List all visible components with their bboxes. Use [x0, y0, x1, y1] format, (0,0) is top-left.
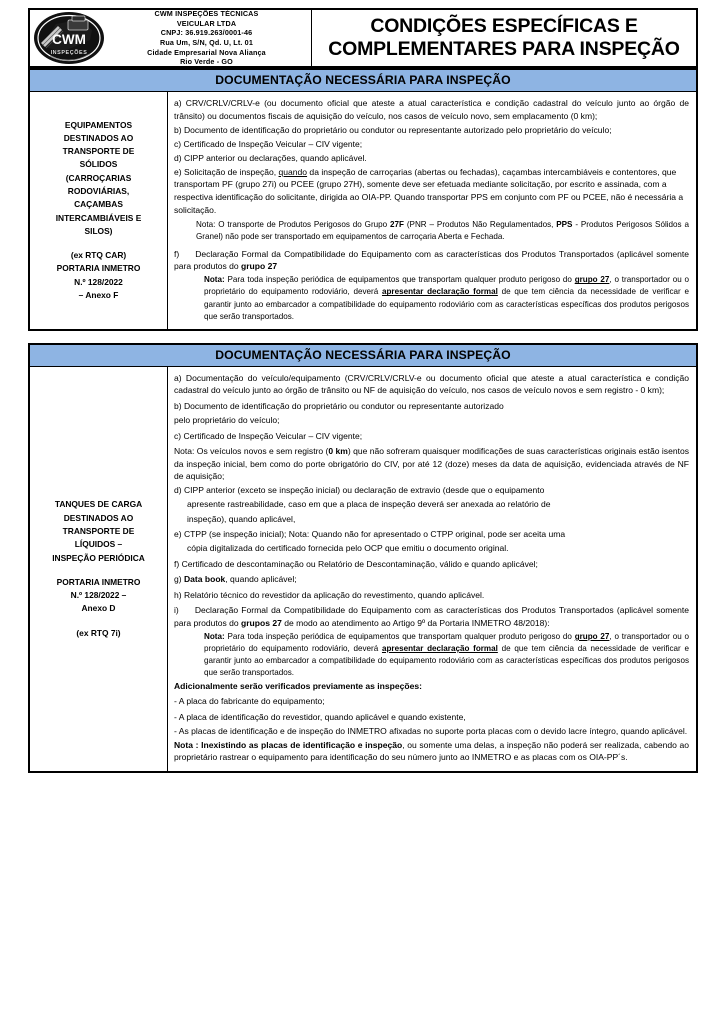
note-bold-underline-declaracao: apresentar declaração formal [381, 287, 498, 297]
item-d: d) CIPP anterior ou declarações, quando aplicável. [174, 152, 367, 163]
section-solidos-table [28, 68, 698, 331]
note-bold-0km: 0 km [328, 446, 348, 457]
note-text: Nota: O transporte de Produtos Perigosos do Grupo [196, 220, 391, 230]
category-title-line: TRANSPORTE DE [62, 146, 135, 157]
item-g-prefix: g) [174, 574, 184, 585]
company-name-line1: CWM INSPEÇÕES TÉCNICAS [154, 9, 259, 19]
category-title [56, 119, 142, 239]
item-e-post: da inspeção de carroçarias (abertas ou fechadas), caçambas intercambiáveis e contentores, que transportam PF (grupo 27i) ou PCEE (grupo 27H), somente deve ser efetuada mediante solicitação, por escrito e assinada, com a respectiva identificação do solicitante, dirigida ao OIA-PP. Quando transportar PPS em conjunto com PF ou PCEE, não é necessária a solicitação. [174, 166, 684, 215]
category-title-line: SILOS) [84, 225, 113, 236]
item-f [174, 248, 689, 273]
header-company-block [30, 10, 312, 66]
final-note-text: , ou somente uma delas, a inspeção não poderá ser realizada, cabendo ao proprietário rastrear o equipamento para identificação do seu número junto ao INMETRO e as placas com os OIA-PP´s. [174, 739, 689, 763]
item-f: f) Certificado de descontaminação ou Relatório de Descontaminação, válido e quando aplicável; [174, 558, 538, 569]
category-ref-line: – Anexo F [78, 289, 119, 300]
note-label: Nota: [204, 632, 225, 641]
category-title-line: (CARROÇARIAS [65, 172, 132, 183]
category-title-line: CAÇAMBAS [74, 199, 123, 210]
item-d-line1: d) CIPP anterior (exceto se inspeção inicial) ou declaração de extravio (desde que o equipamento [174, 485, 545, 496]
section-solidos-band: DOCUMENTAÇÃO NECESSÁRIA PARA INSPEÇÃO [30, 68, 696, 92]
note-text: Para toda inspeção periódica de equipamentos que transportam qualquer produto perigoso do [224, 275, 575, 285]
section-tanques-table [28, 343, 698, 774]
item-a: a) CRV/CRLV/CRLV-e (ou documento oficial que ateste a atual característica e condição cadastral do veículo junto ao órgão de trânsito) ou documentos fiscais de aquisição do veículo, nos casos de veículo novo, sem emplacamento (0 km); [174, 98, 689, 121]
company-name-line2: VEICULAR LTDA [176, 18, 237, 28]
company-address-district: Cidade Empresarial Nova Aliança [147, 47, 266, 57]
note-text: Nota: Os veículos novos e sem registro ( [174, 446, 329, 457]
logo-sub-text: INSPEÇÕES [50, 50, 88, 56]
note-grupo-27f [174, 219, 689, 243]
item-g-bold: Data book [183, 574, 226, 585]
final-note-bold: Nota : Inexistindo as placas de identificação e inspeção [174, 739, 403, 750]
item-c: c) Certificado de Inspeção Veicular – CIV vigente; [174, 138, 363, 149]
category-ref-line: PORTARIA INMETRO [56, 576, 141, 587]
item-f-bold: grupo 27 [241, 261, 278, 272]
item-b-line1: b) Documento de identificação do proprietário ou condutor ou representante autorizado [174, 401, 504, 411]
item-f-text: f) Declaração Formal da Compatibilidade do Equipamento com as características dos Produtos Transportados (aplicável somente para produtos do [174, 248, 689, 272]
final-note [174, 739, 689, 764]
document-title-block [312, 10, 696, 66]
category-title-line: INSPEÇÃO PERIÓDICA [52, 552, 145, 563]
category-title-line: LÍQUIDOS – [74, 539, 123, 550]
category-ref-line: N.º 128/2022 – [70, 590, 127, 601]
item-c: c) Certificado de Inspeção Veicular – CIV vigente; [174, 430, 363, 441]
category-ref-line: (ex RTQ CAR) [70, 250, 127, 261]
category-title-line: TRANSPORTE DE [62, 525, 135, 536]
note-declaracao-formal [174, 274, 689, 323]
category-title-line: TANQUES DE CARGA [54, 499, 143, 510]
page-title-line1: CONDIÇÕES ESPECÍFICAS E [370, 14, 638, 37]
note-bold-underline-grupo27: grupo 27 [574, 632, 610, 641]
cwm-logo-icon [32, 10, 106, 66]
item-e-line1: e) CTPP (se inspeção inicial); Nota: Quando não for apresentado o CTPP original, pode ser aceita uma [174, 529, 566, 540]
additional-item-1: - A placa do fabricante do equipamento; [174, 696, 325, 707]
category-reference [57, 249, 141, 302]
section-solidos-row [30, 92, 696, 329]
category-title-line: RODOVIÁRIAS, [67, 186, 130, 197]
category-title [52, 498, 145, 564]
company-address-street: Rua Um, S/N, Qd. U, Lt. 01 [160, 38, 253, 47]
section-solidos-category-cell [30, 92, 168, 329]
additional-item-3: - As placas de identificação e de inspeção do INMETRO afixadas no suporte porta placas com o devido lacre íntegro, quando aplicável. [174, 725, 688, 736]
note-bold-underline-declaracao: apresentar declaração formal [381, 644, 498, 654]
note-text: de que tem ciência da necessidade de verificar e garantir junto ao embarcador a compatibilidade do equipamento rodoviário com as características específicas dos produtos perigosos que serão transportados. [204, 644, 689, 678]
page-title [328, 15, 680, 62]
item-i-text: de modo ao atendimento ao Artigo 9º da Portaria INMETRO 48/2018): [281, 617, 550, 628]
company-info [106, 9, 311, 67]
note-bold-pps: PPS [556, 220, 573, 230]
category-title-line: DESTINADOS AO [63, 512, 134, 523]
section-tanques-band: DOCUMENTAÇÃO NECESSÁRIA PARA INSPEÇÃO [30, 343, 696, 367]
section-tanques-category-cell [30, 367, 168, 772]
document-header [28, 8, 698, 68]
item-e-line2: cópia digitalizada do certificado fornecida pelo OCP que emitiu o documento original. [187, 543, 509, 554]
category-title-line: DESTINADOS AO [63, 132, 134, 143]
category-ref-line: N.º 128/2022 [74, 276, 123, 287]
section-solidos-content-cell [168, 92, 696, 329]
item-i [174, 604, 689, 629]
section-tanques-row [30, 367, 696, 772]
additional-item-2: - A placa de identificação do revestidor, quando aplicável e quando existente, [174, 711, 466, 722]
note-text: Para toda inspeção periódica de equipamentos que transportam qualquer produto perigoso do [224, 632, 575, 641]
item-i-text: i) Declaração Formal da Compatibilidade do Equipamento com as características dos Produtos Transportados (aplicável somente para produtos do [174, 605, 689, 628]
company-address-city: Rio Verde - GO [180, 57, 233, 67]
item-b-line2: pelo proprietário do veículo; [174, 415, 280, 426]
item-d-line3: inspeção), quando aplicável, [187, 513, 296, 524]
page-title-line2: COMPLEMENTARES PARA INSPEÇÃO [328, 38, 680, 60]
category-title-line: INTERCAMBIÁVEIS E [55, 212, 142, 223]
item-g [174, 573, 689, 586]
note-text: , o transportador ou o proprietário do equipamento rodoviário, deverá [204, 632, 690, 654]
item-e-pre: e) Solicitação de inspeção, [174, 166, 279, 177]
note-text: (PNR – Produtos Não Regulamentados, [403, 220, 557, 230]
category-title-line: EQUIPAMENTOS [64, 119, 133, 130]
note-text: ) que não sofreram quaisquer modificações de suas características originais estão isentos da inspeção inicial, bem como do porte obrigatório do CIV, por até 12 (doze) meses da data de aquisição, evidenciada através de NF de aquisição; [174, 446, 689, 482]
section-tanques-content-cell [168, 367, 696, 772]
section-divider [28, 331, 698, 343]
note-text: , o transportador ou o proprietário do equipamento rodoviário, deverá [204, 275, 690, 297]
item-a: a) Documentação do veículo/equipamento (CRV/CRLV/CRLV-e ou documento oficial que ateste a atual característica e condição cadastral do veículo junto ao órgão de trânsito ou NF de aquisição do veículo, nos casos de veículo novos e sem registro - 0 km); [174, 372, 689, 396]
item-g-suffix: , quando aplicável; [225, 574, 297, 585]
item-d-line2: apresente rastreabilidade, caso em que a placa de inspeção deverá ser anexada ao relatório de [187, 499, 551, 510]
note-bold-underline-grupo27: grupo 27 [574, 275, 610, 285]
note-label: Nota: [204, 275, 225, 285]
category-ref-line: Anexo D [81, 603, 116, 614]
item-i-bold: grupos 27 [241, 617, 282, 628]
item-e-underline: quando [278, 166, 308, 177]
note-text: - Produtos Perigosos Sólidos a Granel) não pode ser transportado em equipamentos de carroçaria Aberta e Fechada. [196, 220, 689, 241]
note-declaracao-formal [174, 631, 689, 680]
item-h: h) Relatório técnico do revestidor da aplicação do revestimento, quando aplicável. [174, 589, 485, 600]
company-cnpj: CNPJ: 36.919.263/0001-46 [160, 28, 253, 38]
item-b: b) Documento de identificação do proprietário ou condutor ou representante autorizado pelo proprietário do veículo; [174, 124, 612, 135]
note-veiculos-novos [174, 445, 689, 483]
note-bold-27f: 27F [390, 220, 404, 230]
additional-heading-text: Adicionalmente serão verificados previamente as inspeções: [174, 680, 422, 691]
category-reference [57, 576, 141, 616]
item-e [174, 166, 689, 216]
additional-heading [174, 680, 689, 693]
category-ref-alt: (ex RTQ 7i) [76, 627, 121, 638]
note-text: de que tem ciência da necessidade de verificar e garantir junto ao embarcador a compatibilidade do equipamento rodoviário com as características específicas dos produtos perigosos que serão transportados. [204, 287, 689, 321]
category-ref-line: PORTARIA INMETRO [56, 263, 141, 274]
logo-main-text: CWM [52, 32, 86, 47]
category-title-line: SÓLIDOS [79, 159, 118, 170]
